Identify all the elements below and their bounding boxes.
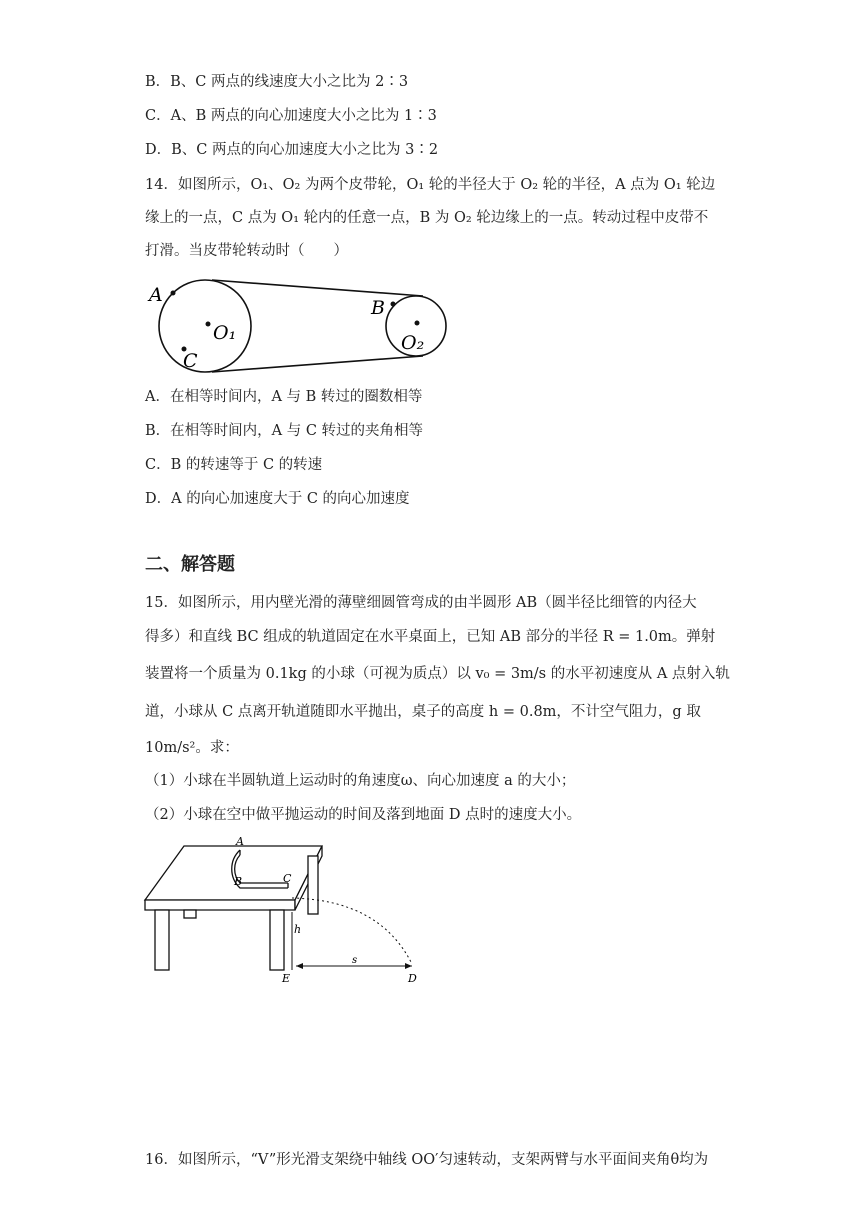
label-c: C (183, 350, 198, 372)
table-leg-front-left (155, 910, 169, 970)
label-s: s (352, 955, 358, 966)
arrow-left-icon (296, 963, 303, 969)
q13-option-d: D．B、C 两点的向心加速度大小之比为 3∶2 (145, 142, 439, 158)
label-c: C (283, 872, 292, 885)
belt-pulley-figure (140, 270, 460, 380)
label-o1: O₁ (213, 322, 237, 344)
label-h: h (294, 923, 302, 936)
q14-option-b: B．在相等时间内，A 与 C 转过的夹角相等 (145, 423, 424, 439)
table-track-figure (140, 830, 430, 990)
point-a-dot (171, 291, 176, 296)
table-leg-back-right (308, 856, 318, 914)
q15-stem-line-4: 道，小球从 C 点离开轨道随即水平抛出，桌子的高度 h = 0.8m，不计空气阻力，g 取 (145, 704, 701, 720)
label-e: E (282, 972, 291, 985)
q16-stem-line-1: 16．如图所示，“V”形光滑支架绕中轴线 OO′匀速转动，支架两臂与水平面间夹角θ均为 (145, 1152, 709, 1168)
q13-option-b: B．B、C 两点的线速度大小之比为 2∶3 (145, 74, 409, 90)
label-b: B (371, 297, 385, 319)
q14-option-d: D．A 的向心加速度大于 C 的向心加速度 (145, 491, 410, 507)
point-o2-dot (415, 321, 420, 326)
label-a: A (236, 835, 244, 848)
q14-option-a: A．在相等时间内，A 与 B 转过的圈数相等 (145, 389, 423, 405)
q13-option-c: C．A、B 两点的向心加速度大小之比为 1∶3 (145, 108, 437, 124)
q15-stem-line-2: 得多）和直线 BC 组成的轨道固定在水平桌面上，已知 AB 部分的半径 R = 1.0m。弹射 (145, 629, 716, 645)
label-b: B (234, 875, 243, 888)
point-b-dot (391, 302, 396, 307)
section-heading: 二、解答题 (145, 554, 235, 575)
table-front-edge (145, 900, 295, 910)
belt-bottom (212, 356, 423, 372)
q15-sub-question-1: （1）小球在半圆轨道上运动时的角速度ω、向心加速度 a 的大小； (145, 773, 576, 789)
point-o1-dot (206, 322, 211, 327)
table-leg-back-left (184, 910, 196, 918)
q15-sub-question-2: （2）小球在空中做平抛运动的时间及落到地面 D 点时的速度大小。 (145, 807, 582, 823)
arrow-right-icon (405, 963, 412, 969)
table-top (145, 846, 322, 900)
q15-stem-line-3: 装置将一个质量为 0.1kg 的小球（可视为质点）以 v₀ = 3m/s 的水平初速度从 A 点射入轨 (145, 666, 730, 682)
q14-stem-line-1: 14．如图所示，O₁、O₂ 为两个皮带轮，O₁ 轮的半径大于 O₂ 轮的半径，A 点为 O₁ 轮边 (145, 177, 716, 193)
q14-stem-line-3: 打滑。当皮带轮转动时（ ） (145, 243, 348, 259)
table-leg-front-right (270, 910, 284, 970)
belt-top (212, 280, 423, 296)
q15-stem-line-5: 10m/s²。求： (145, 740, 239, 756)
q14-stem-line-2: 缘上的一点，C 点为 O₁ 轮内的任意一点，B 为 O₂ 轮边缘上的一点。转动过程中皮带不 (145, 210, 709, 226)
label-a: A (149, 284, 163, 306)
label-o2: O₂ (401, 332, 425, 354)
label-d: D (408, 972, 417, 985)
q14-option-c: C．B 的转速等于 C 的转速 (145, 457, 323, 473)
q15-stem-line-1: 15．如图所示，用内壁光滑的薄壁细圆管弯成的由半圆形 AB（圆半径比细管的内径大 (145, 595, 697, 611)
